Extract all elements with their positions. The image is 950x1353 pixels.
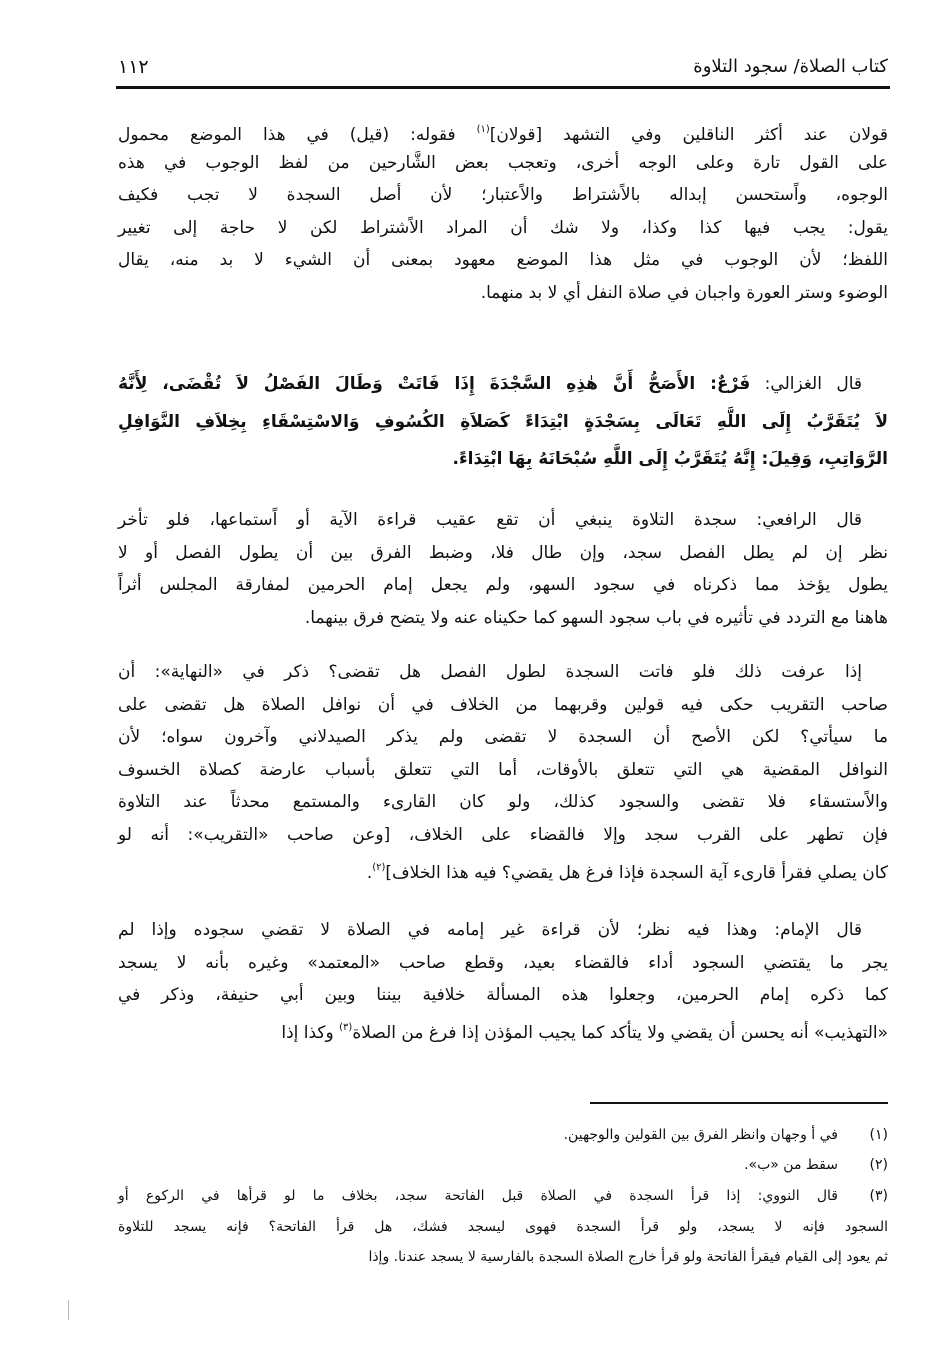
footnote: [118, 1150, 888, 1181]
text-segment: فإن تطهر على القرب سجد وإلا فالقضاء على الخلاف، [وعن صاحب «التقريب»: أنه لو: [118, 824, 888, 845]
text-segment: يجر ما يقتضي السجود أداء فالقضاء بعيد، وقطع صاحب «المعتمد» وغيره بأنه لا يسجد: [118, 952, 888, 973]
footnote-line: في أ وجهان وانظر الفرق بين القولين والوجهين.: [563, 1127, 838, 1143]
running-title: كتاب الصلاة/ سجود التلاوة: [693, 56, 888, 77]
text-line: [118, 244, 888, 277]
text-line: [118, 147, 888, 180]
text-line: [118, 114, 888, 147]
text-segment: لاَ يُتَقَرَّبُ إِلَى اللَّهِ تَعَالَى بِسَجْدَةٍ ابْتِدَاءً كَصَلاَةِ الكُسُوفِ وَالاسْتِسْقَاءِ بِخِلاَفِ النَّوَافِلِ: [118, 411, 888, 432]
text-line: [118, 914, 888, 947]
text-segment: «التهذيب» أنه يحسن أن يقضي ولا يتأكد كما يجيب المؤذن إذا فرغ من الصلاة: [352, 1022, 888, 1043]
footnote-line: ثم يعود إلى القيام فيقرأ الفاتحة ولو قرأ خارج الصلاة السجدة بالفارسية لا يسجد عندنا. وإذا: [368, 1249, 888, 1265]
text-line: [118, 404, 888, 442]
text-segment: ما سيأتي؟ لكن الأصح أن السجدة لا تقضى ولم يذكر الصيدلاني وآخرون سواه؛ لأن: [118, 727, 888, 748]
text-segment: نظر إن لم يطل الفصل سجد، وإن طال فلا، وضبط الفرق بين أن يطول الفصل أو لا: [118, 542, 888, 563]
text-segment: هاهنا مع التردد في تأثيره في باب سجود السهو كما حكيناه عنه ولا يتضح فرق بينهما.: [304, 607, 888, 628]
footnote-marker: (١): [476, 124, 490, 135]
text-segment: النوافل المقضية هي التي تتعلق بالأوقات، أما التي تتعلق بأسباب عارضة كصلاة الخسوف: [118, 759, 888, 780]
footnote-rule: [590, 1102, 888, 1104]
text-segment: فَرْعٌ: الأَصَحُّ أَنَّ هٰذِهِ السَّجْدَةَ إِذَا فَاتَتْ وَطَالَ الفَصْلُ لاَ تُقْضَى، لِأَنَّهُ: [118, 374, 751, 394]
text-line: [118, 537, 888, 570]
text-segment: يقول: يجب فيها كذا وكذا، ولا شك أن المراد الاًشتراط لكن لا حاجة إلى تغيير: [118, 217, 888, 238]
text-line: [118, 721, 888, 754]
text-segment: صاحب التقريب حكى فيه قولين وقربهما من الخلاف في أن نوافل الصلاة هل تقضى على: [118, 694, 888, 715]
text-segment: إذا عرفت ذلك فلو فاتت السجدة لطول الفصل هل تقضى؟ ذكر في «النهاية»: أن: [118, 662, 862, 682]
scan-margin-mark: [68, 1300, 69, 1320]
text-line: [118, 947, 888, 980]
paragraph: [118, 504, 888, 634]
text-line: [118, 366, 888, 404]
text-line: [118, 441, 888, 479]
paragraph: [118, 914, 888, 1044]
text-segment: قال الغزالي:: [750, 374, 863, 394]
footnote-marker: (٢): [372, 861, 386, 873]
footnote: [118, 1181, 888, 1273]
footnote: [118, 1120, 888, 1151]
footnote-number: (٣): [869, 1188, 888, 1204]
paragraph: [118, 114, 888, 310]
text-segment: قولان عند أكثر الناقلين وفي التشهد [قولان]: [489, 125, 888, 145]
footnote-number: (١): [869, 1127, 888, 1143]
text-line: [118, 979, 888, 1012]
text-segment: الوضوء وستر العورة واجبان في صلاة النفل أي لا بد منهما.: [480, 282, 888, 303]
text-line: [118, 569, 888, 602]
text-segment: والاًستسقاء فلا تقضى والسجود كذلك، ولو كان القارىء والمستمع محدثاً عند التلاوة: [118, 792, 888, 813]
text-line: [118, 179, 888, 212]
paragraph: [118, 366, 888, 479]
text-segment: كان يصلي فقرأ قارىء آية السجدة فإذا فرغ هل يقضي؟ فيه هذا الخلاف]: [385, 862, 888, 883]
footnote-marker: (٣): [339, 1021, 353, 1033]
text-segment: وكذا إذا: [281, 1022, 340, 1043]
text-segment: على القول تارة وعلى الوجه أخرى، وتعجب بعض الشَّارحين من لفظ الوجوب في هذه: [118, 152, 888, 173]
footnote-number: (٢): [869, 1157, 888, 1173]
text-line: [118, 786, 888, 819]
text-segment: يطول يؤخذ مما ذكرناه في سجود السهو، ولم يجعل إمام الحرمين لمفارقة المجلس أثراً: [118, 575, 888, 596]
footnote-line: قال النووي: إذا قرأ السجدة في الصلاة قبل الفاتحة سجد، بخلاف ما لو قرأها في الركوع أو: [118, 1188, 838, 1204]
footnote-line: السجود فإنه لا يسجد، ولو قرأ السجدة فهوى ليسجد فشك، هل قرأ الفاتحة؟ فإنه يسجد للتلاوة: [118, 1218, 888, 1235]
text-segment: الوجوه، واًستحسن إبداله بالاًشتراط والاًعتبار؛ لأن أصل السجدة لا تجب فكيف: [118, 185, 888, 206]
text-line: [118, 1012, 888, 1045]
paragraph: [118, 656, 888, 884]
text-segment: .: [366, 862, 373, 883]
text-segment: فقوله: (قيل) في هذا الموضع محمول: [118, 125, 477, 145]
footnote-line: سقط من «ب».: [744, 1157, 838, 1173]
text-line: [118, 689, 888, 722]
text-line: [118, 819, 888, 852]
text-line: [118, 602, 888, 635]
text-line: [118, 656, 888, 689]
text-segment: اللفظ؛ لأن الوجوب في مثل هذا الموضع معهود بمعنى أن الشيء لا بد منه، يقال: [118, 250, 888, 271]
header-rule: [116, 86, 890, 89]
text-segment: قال الإمام: وهذا فيه نظر؛ لأن قراءة غير إمامه في الصلاة لا تقضي سجوده وإذا لم: [118, 920, 862, 940]
page-number: ١١٢: [118, 56, 149, 78]
running-header: [118, 56, 888, 84]
text-line: [118, 754, 888, 787]
text-segment: الرَّوَاتِبِ، وَقِيلَ: إِنَّهُ يُتَقَرَّبُ إِلَى اللَّهِ سُبْحَانَهُ بِهَا ابْتِدَاءً.: [452, 449, 888, 469]
text-segment: كما ذكره إمام الحرمين، وجعلوا هذه المسألة خلافية بيننا وبين أبي حنيفة، وذكر في: [118, 985, 888, 1006]
text-line: [118, 504, 888, 537]
text-segment: قال الرافعي: سجدة التلاوة ينبغي أن تقع عقيب قراءة الآية أو اًستماعها، فلو تأخر: [118, 510, 862, 530]
text-line: [118, 277, 888, 310]
text-line: [118, 212, 888, 245]
text-line: [118, 852, 888, 885]
